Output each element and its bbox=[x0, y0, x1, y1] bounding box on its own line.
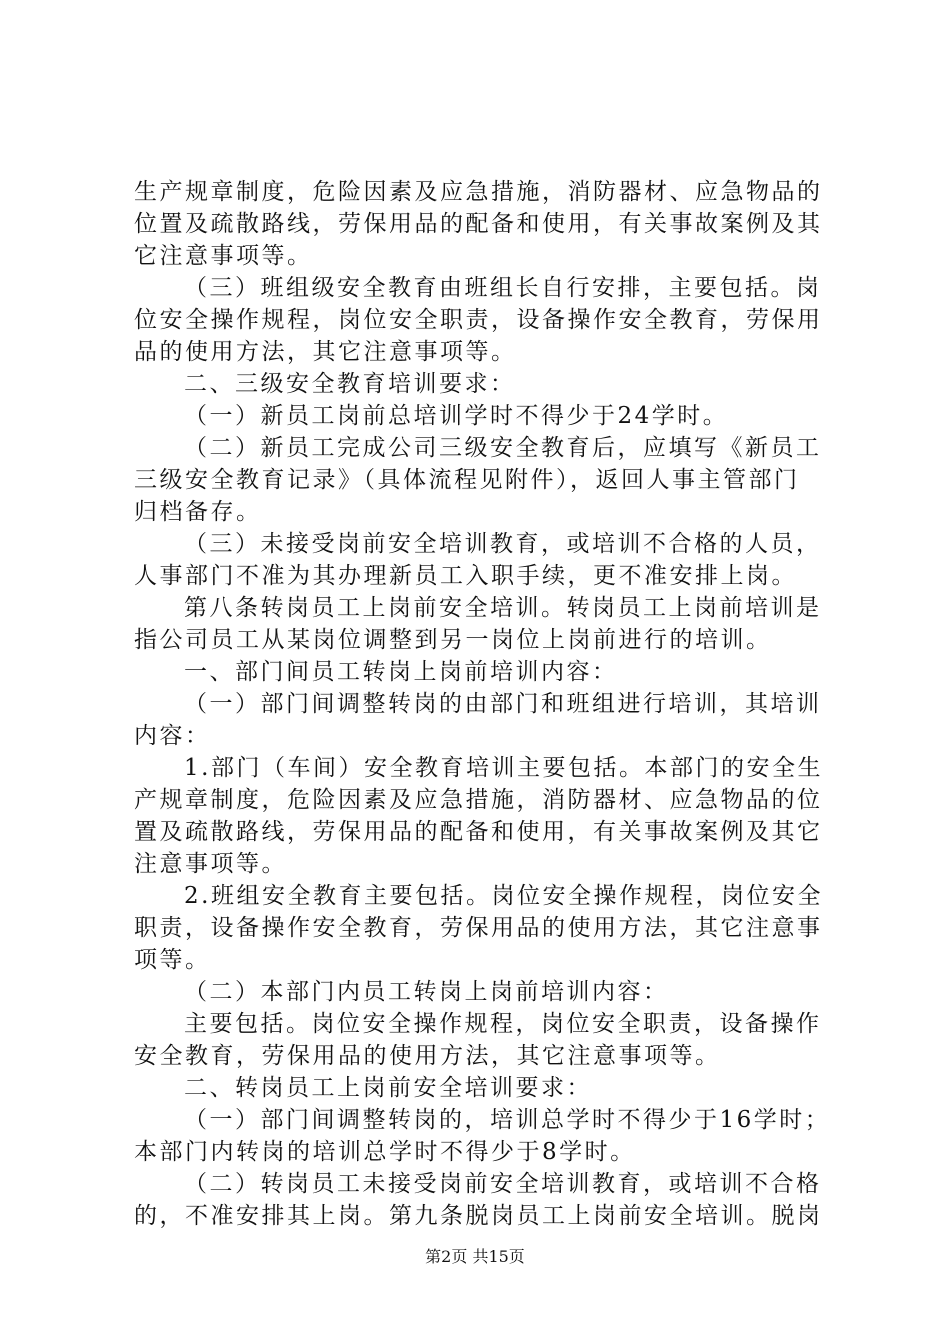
text-line: 生产规章制度，危险因素及应急措施，消防器材、应急物品的 bbox=[134, 179, 823, 205]
text-line: 一、部门间员工转岗上岗前培训内容： bbox=[184, 659, 618, 685]
document-body bbox=[134, 176, 834, 1232]
text-line: 人事部门不准为其办理新员工入职手续，更不准安排上岗。 bbox=[134, 563, 797, 589]
text-line: 主要包括。岗位安全操作规程，岗位安全职责，设备操作 bbox=[184, 1011, 822, 1037]
text-line: 1.部门（车间）安全教育培训主要包括。本部门的安全生 bbox=[184, 755, 823, 781]
text-line: 指公司员工从某岗位调整到另一岗位上岗前进行的培训。 bbox=[134, 627, 772, 653]
text-line: （二）新员工完成公司三级安全教育后，应填写《新员工 bbox=[184, 435, 822, 461]
text-line: 安全教育，劳保用品的使用方法，其它注意事项等。 bbox=[134, 1043, 721, 1069]
text-line: 置及疏散路线，劳保用品的配备和使用，有关事故案例及其它 bbox=[134, 819, 823, 845]
text-line: （二）本部门内员工转岗上岗前培训内容： bbox=[184, 979, 669, 1005]
text-line: 它注意事项等。 bbox=[134, 243, 313, 269]
text-line: 2.班组安全教育主要包括。岗位安全操作规程，岗位安全 bbox=[184, 883, 823, 909]
text-line: （一）部门间调整转岗的由部门和班组进行培训，其培训 bbox=[184, 691, 822, 717]
text-line: 注意事项等。 bbox=[134, 851, 287, 877]
text-line: 品的使用方法，其它注意事项等。 bbox=[134, 339, 517, 365]
text-line: 项等。 bbox=[134, 947, 211, 973]
text-line: （三）班组级安全教育由班组长自行安排，主要包括。岗 bbox=[184, 275, 822, 301]
text-line: 归档备存。 bbox=[134, 499, 262, 525]
text-line: 二、三级安全教育培训要求： bbox=[184, 371, 516, 397]
page-footer: 第2页 共15页 bbox=[425, 1247, 525, 1266]
text-line: 的，不准安排其上岗。第九条脱岗员工上岗前安全培训。脱岗 bbox=[134, 1203, 823, 1229]
text-line: 二、转岗员工上岗前安全培训要求： bbox=[184, 1075, 592, 1101]
text-line: （一）新员工岗前总培训学时不得少于24学时。 bbox=[184, 403, 729, 429]
text-line: 第八条转岗员工上岗前安全培训。转岗员工上岗前培训是 bbox=[184, 595, 822, 621]
text-line: 内容： bbox=[134, 723, 211, 749]
text-line: （三）未接受岗前安全培训教育，或培训不合格的人员， bbox=[184, 531, 822, 557]
text-line: （一）部门间调整转岗的，培训总学时不得少于16学时； bbox=[184, 1107, 831, 1133]
text-line: 位置及疏散路线，劳保用品的配备和使用，有关事故案例及其 bbox=[134, 211, 823, 237]
text-line: 三级安全教育记录》（具体流程见附件），返回人事主管部门 bbox=[134, 467, 800, 493]
text-line: （二）转岗员工未接受岗前安全培训教育，或培训不合格 bbox=[184, 1171, 822, 1197]
text-line: 职责，设备操作安全教育，劳保用品的使用方法，其它注意事 bbox=[134, 915, 823, 941]
text-line: 产规章制度，危险因素及应急措施，消防器材、应急物品的位 bbox=[134, 787, 823, 813]
text-line: 本部门内转岗的培训总学时不得少于8学时。 bbox=[134, 1139, 636, 1165]
text-line: 位安全操作规程，岗位安全职责，设备操作安全教育，劳保用 bbox=[134, 307, 823, 333]
